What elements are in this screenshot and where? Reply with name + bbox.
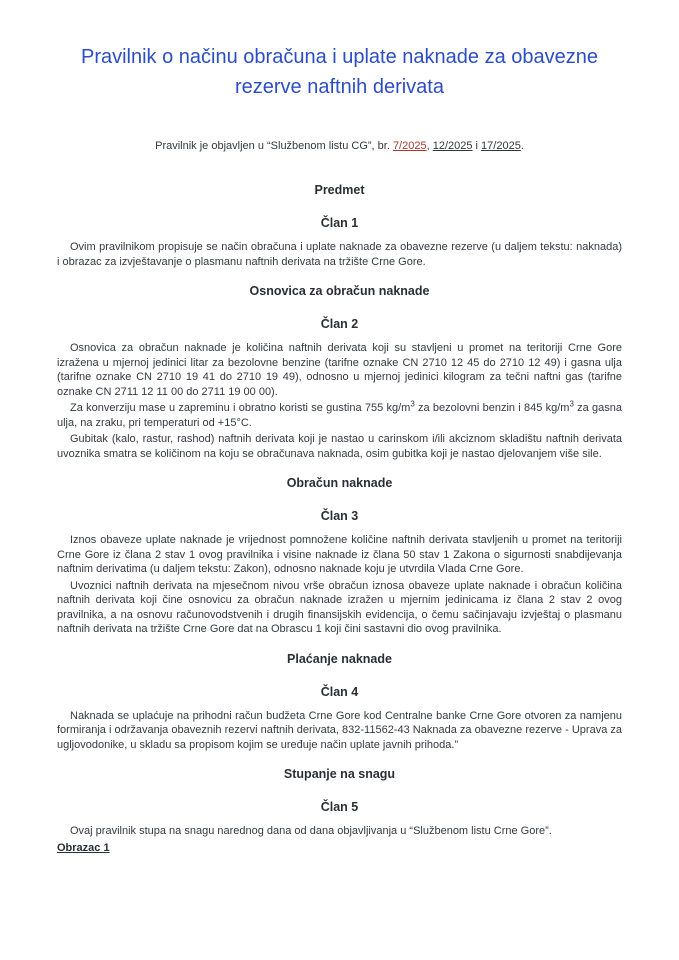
- clan2-p2-superscript-1: 3: [410, 399, 415, 409]
- paragraph-clan3-p2: Uvoznici naftnih derivata na mjesečnom nivou vrše obračun iznosa obaveze uplate naknade i obračun količina naftnih derivata koji čine osnovicu za obračun naknade izražen u mjernim jedinicama iz člana 2 stav 2 ovog pravilnika, a na osnovu računovodstvenih i drugih finansijskih evidencija, o čemu sačinjavaju izvještaj o plasmanu naftnih derivata na tržište Crne Gore dat na Obrascu 1 koji čini sastavni dio ovog pravilnika.: [57, 579, 622, 635]
- paragraph-clan1-p1: Ovim pravilnikom propisuje se način obračuna i uplate naknade za obavezne rezerve (u daljem tekstu: naknada) i obrazac za izvještavanje o plasmanu naftnih derivata na tržište Crne Gore.: [57, 241, 622, 268]
- publication-note-prefix: Pravilnik je objavljen u “Službenom listu CG”, br.: [155, 140, 393, 152]
- publication-note-sep2: i: [472, 140, 482, 152]
- section-heading-stupanje: Stupanje na snagu: [283, 767, 396, 781]
- article-label-clan-4: Član 4: [320, 684, 359, 699]
- gazette-link-12-2025[interactable]: 12/2025: [432, 140, 473, 152]
- section-heading-predmet: Predmet: [314, 183, 365, 197]
- clan2-p2-text-2: za bezolovni benzin i 845 kg/m: [414, 402, 570, 414]
- document-title: Pravilnik o načinu obračuna i uplate naknade za obavezne rezerve naftnih derivata: [80, 46, 599, 98]
- article-label-clan-2: Član 2: [320, 317, 359, 331]
- attachment-line: [57, 841, 622, 856]
- article-label-clan-5: Član 5: [320, 800, 359, 814]
- section-heading-obracun: Obračun naknade: [286, 476, 393, 490]
- paragraph-clan3-p1: Iznos obaveze uplate naknade je vrijednost pomnožene količine naftnih derivata stavljenih u promet na teritoriji Crne Gore iz člana 2 stav 1 ovog pravilnika i visine naknade iz člana 50 stav 1 Zakona o sigurnosti snabdijevanja naftnim derivatima (u daljem tekstu: Zakon), odnosno naknade koju je utvrdila Vlada Crne Gore.: [57, 534, 622, 575]
- clan2-p2-superscript-2: 3: [569, 399, 574, 409]
- publication-note-sep1: ,: [426, 140, 433, 152]
- clan2-p2-text-3: za gasna ulja, na zraku, pri temperaturi od +15°C.: [57, 402, 623, 429]
- clan2-p2-text-1: Za konverziju mase u zapreminu i obratno koristi se gustina 755 kg/m: [70, 402, 411, 414]
- paragraph-clan2-p1: Osnovica za obračun naknade je količina naftnih derivata koji su stavljeni u promet na teritoriji Crne Gore izražena u mjernoj jedinici litar za bezolovne benzine (tarifne oznake CN 2710 12 45 do 2710 12 49) i gasna ulja (tarifne oznake CN 2710 19 41 do 2710 19 49), odnosno u mjernoj jedinici kilogram za tečni naftni gas (tarifne oznake CN 2711 12 11 00 do 2711 19 00 00).: [57, 342, 622, 398]
- article-label-clan-1: Član 1: [320, 216, 359, 230]
- paragraph-clan4-p1: Naknada se uplaćuje na prihodni račun budžeta Crne Gore kod Centralne banke Crne Gore otvoren za namjenu formiranja i održavanja obaveznih rezervi naftnih derivata, 832-11562-43 Naknada za obavezne rezerve - Uprava za ugljovodonike, u skladu sa propisom kojim se uređuje način uplate javnih prihoda.”: [57, 709, 622, 751]
- section-heading-osnovica: Osnovica za obračun naknade: [249, 284, 430, 298]
- article-label-clan-3: Član 3: [320, 509, 359, 523]
- paragraph-clan2-p2: [57, 401, 622, 430]
- paragraph-clan5-p1: Ovaj pravilnik stupa na snagu narednog dana od dana objavljivanja u “Službenom listu Crne Gore”.: [70, 825, 552, 837]
- section-heading-placanje: Plaćanje naknade: [287, 651, 392, 666]
- gazette-link-7-2025[interactable]: 7/2025: [392, 140, 427, 152]
- gazette-link-17-2025[interactable]: 17/2025: [481, 140, 521, 152]
- obrazac-1-link[interactable]: Obrazac 1: [57, 841, 110, 854]
- paragraph-clan2-p3: Gubitak (kalo, rastur, rashod) naftnih derivata koji je nastao u carinskom i/ili akciznom skladištu naftnih derivata uvoznika smatra se količinom na koju se obračunava naknada, osim gubitka koji je nastao djelovanjem više sile.: [57, 433, 622, 460]
- publication-note-suffix: .: [520, 140, 524, 152]
- publication-note: [57, 139, 622, 153]
